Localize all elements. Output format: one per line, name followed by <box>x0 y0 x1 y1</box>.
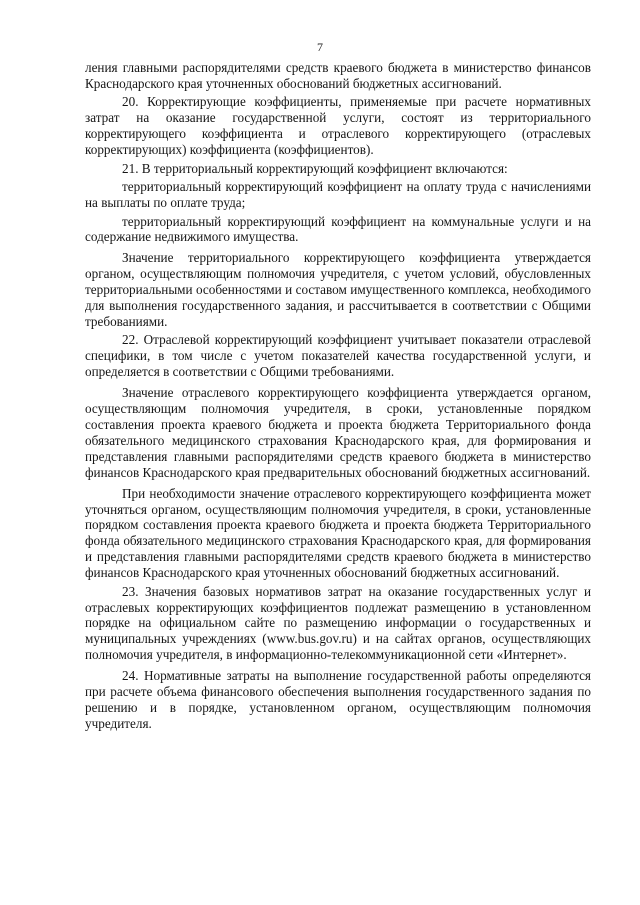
paragraph-21-item-utilities: территориальный корректирующий коэффициент на коммунальные услуги и на содержание недвижимого имущества. <box>85 213 591 245</box>
paragraph-sectoral-refinement: При необходимости значение отраслевого корректирующего коэффициента может уточняться органом, осуществляющим полномочия учредителя, в сроки, установленные порядком составления проекта краевого бюджета и проекта бюджета Территориального фонда обязательного медицинского страхования Краснодарского края, для формирования и представления главными распорядителями средств краевого бюджета в министерство финансов Краснодарского края уточненных обоснований бюджетных ассигнований. <box>85 485 591 581</box>
paragraph-sectoral-value: Значение отраслевого корректирующего коэффициента утверждается органом, осуществляющим полномочия учредителя, в сроки, установленные порядком составления проекта краевого бюджета и проекта бюджета Территориального фонда обязательного медицинского страхования Краснодарского края, для формирования и представления главными распорядителями средств краевого бюджета в министерство финансов Краснодарского края предварительных обоснований бюджетных ассигнований. <box>85 385 591 480</box>
paragraph-continuation: ления главными распорядителями средств краевого бюджета в министерство финансов Краснодарского края уточненных обоснований бюджетных ассигнований. <box>85 60 591 91</box>
paragraph-21: 21. В территориальный корректирующий коэффициент включаются: <box>122 160 508 176</box>
document-body <box>85 60 591 734</box>
paragraph-20: 20. Корректирующие коэффициенты, применяемые при расчете нормативных затрат на оказание государственной услуги, состоят из территориального корректирующего коэффициента и отраслевого корректирующего (отраслевых корректирующих) коэффициента (коэффициентов). <box>85 94 591 158</box>
paragraph-21-item-labor: территориальный корректирующий коэффициент на оплату труда с начислениями на выплаты по оплате труда; <box>85 179 591 211</box>
paragraph-territorial-value: Значение территориального корректирующего коэффициента утверждается органом, осуществляющим полномочия учредителя, с учетом условий, обусловленных территориальными особенностями и составом имущественного комплекса, необходимого для выполнения государственного задания, и рассчитывается в соответствии с Общими требованиями. <box>85 250 591 329</box>
paragraph-24: 24. Нормативные затраты на выполнение государственной работы определяются при расчете объема финансового обеспечения выполнения государственного задания по решению и в порядке, установленном органом, осуществляющим полномочия учредителя. <box>85 668 591 731</box>
page-number: 7 <box>317 40 323 54</box>
paragraph-23: 23. Значения базовых нормативов затрат на оказание государственных услуг и отраслевых корректирующих коэффициентов подлежат размещению в установленном порядке на официальном сайте по размещению информации о государственных и муниципальных учреждениях (www.bus.gov.ru) и на сайтах органов, осуществляющих полномочия учредителя, в информационно-телекоммуникационной сети «Интернет». <box>85 583 591 663</box>
paragraph-22: 22. Отраслевой корректирующий коэффициент учитывает показатели отраслевой специфики, в том числе с учетом показателей качества государственной услуги, и определяется в соответствии с Общими требованиями. <box>85 332 591 380</box>
